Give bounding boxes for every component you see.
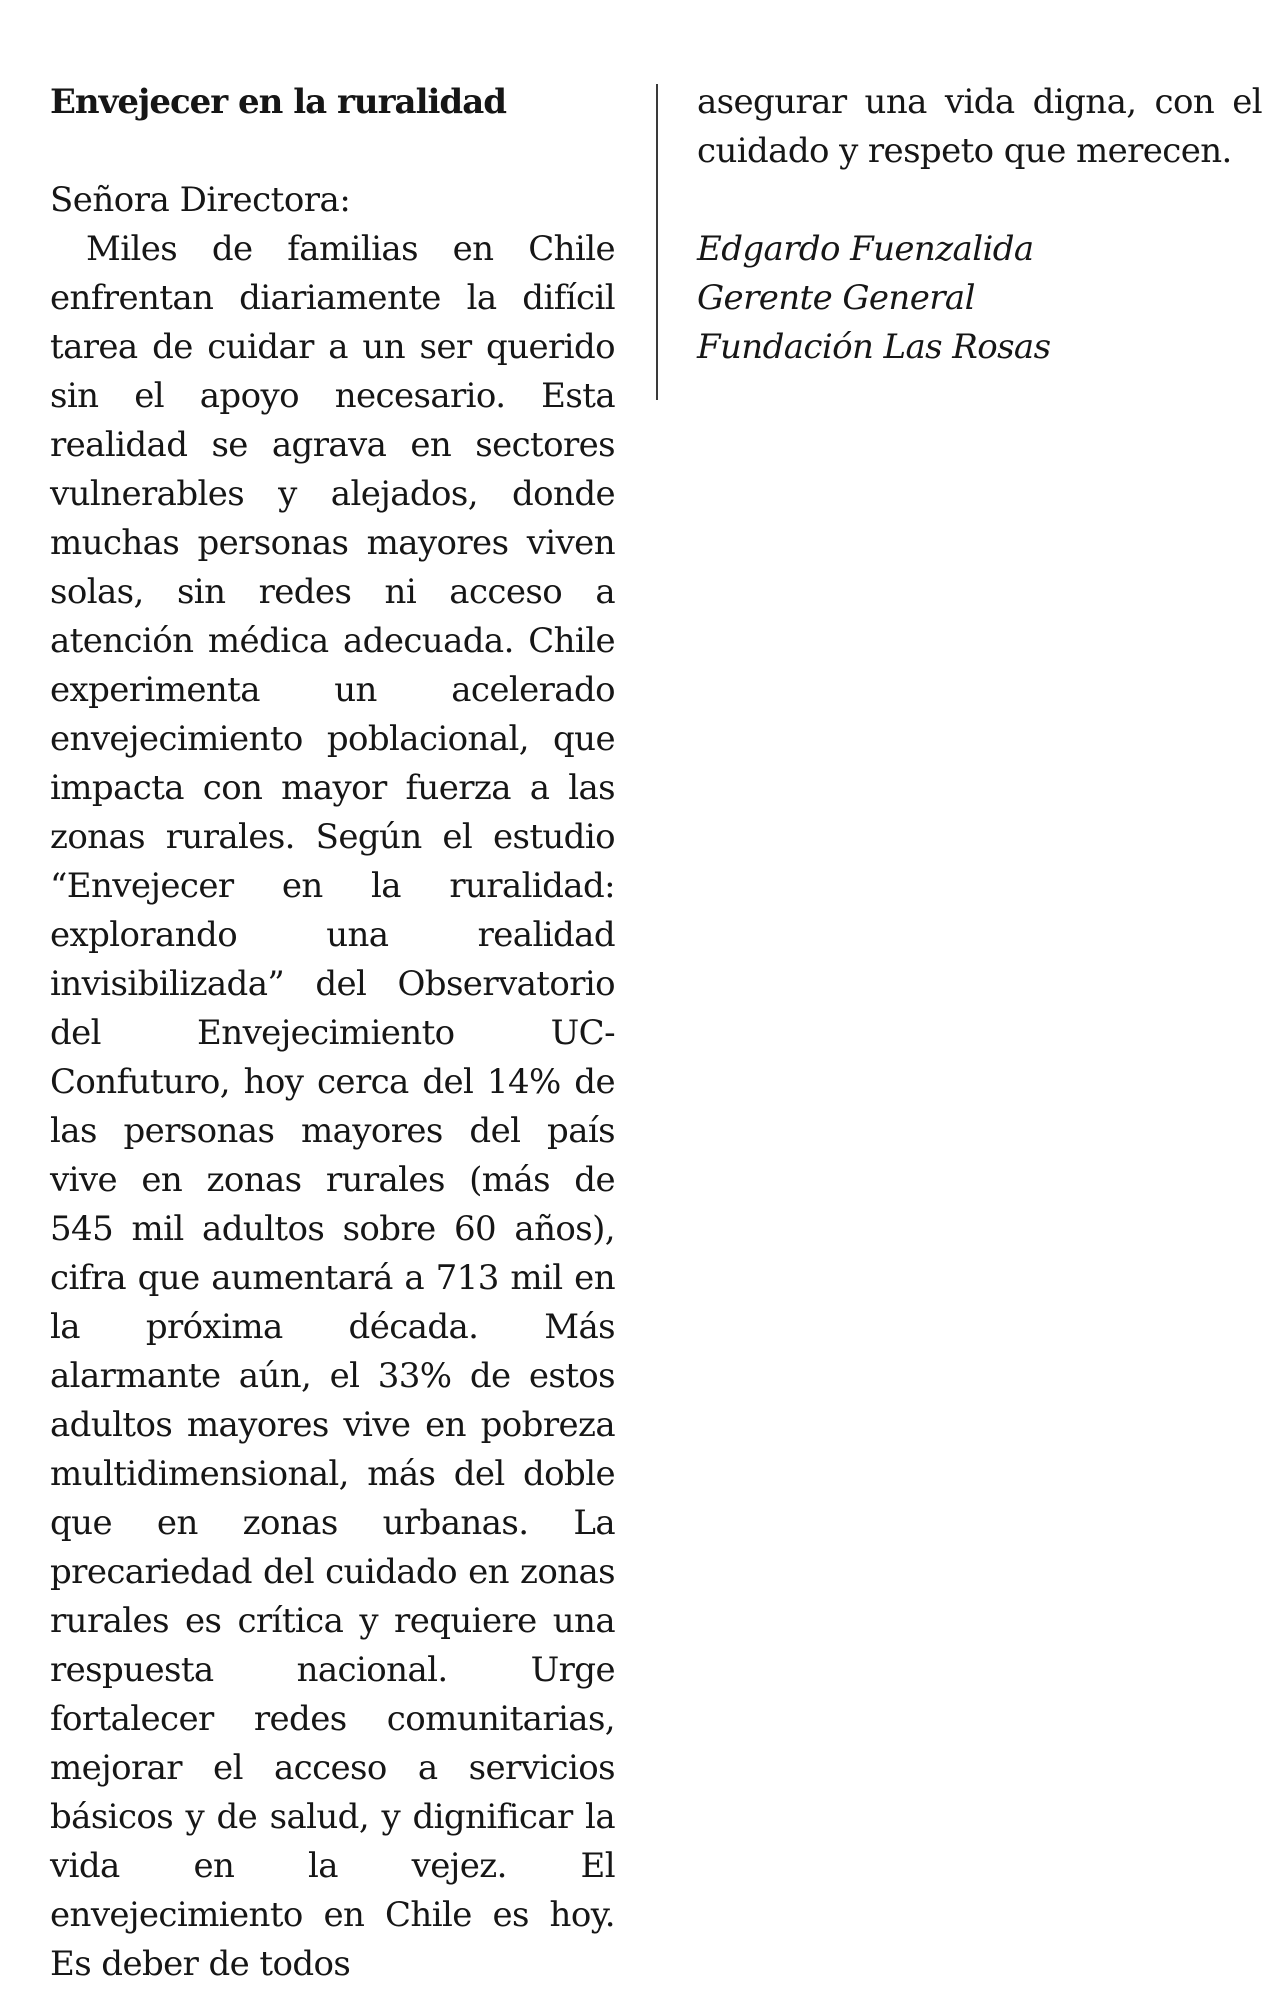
letter-body: Miles de familias en Chile enfrentan diariamente la difícil tarea de cuidar a un ser querido sin el apoyo necesario. Esta realidad se agrava en sectores vulnerables y alejados, donde muchas personas mayores viven solas, sin redes ni acceso a atención médica adecuada. Chile experimenta un acelerado envejecimiento poblacional, que impacta con mayor fuerza a las zonas rurales. Según el estudio “Envejecer en la ruralidad: explorando una realidad invisibilizada” del Observatorio del Envejecimiento UC-Confuturo, hoy cerca del 14% de las personas mayores del país vive en zonas rurales (más de 545 mil adultos sobre 60 años), cifra que aumentará a 713 mil en la próxima década. Más alarmante aún, el 33% de estos adultos mayores vive en pobreza multidimensional, más del doble que en zonas urbanas. La precariedad del cuidado en zonas rurales es crítica y requiere una respuesta nacional. Urge fortalecer redes comunitarias, mejorar el acceso a servicios básicos y de salud, y dignificar la vida en la vejez. El envejecimiento en Chile es hoy. Es deber de todos xyxy=(50,229,615,1984)
signature-name: Edgardo Fuenzalida xyxy=(697,229,1034,269)
signature-organization: Fundación Las Rosas xyxy=(697,327,1051,367)
letter-signature xyxy=(697,225,1262,372)
letter-salutation: Señora Directora: xyxy=(50,180,351,220)
signature-position: Gerente General xyxy=(697,278,975,318)
letter-title: Envejecer en la ruralidad xyxy=(50,82,506,122)
letter-right-column xyxy=(697,78,1262,372)
letter-continuation: asegurar una vida digna, con el cuidado y respeto que merecen. xyxy=(697,82,1262,171)
column-divider xyxy=(656,84,658,400)
letter-left-column xyxy=(50,78,615,1989)
